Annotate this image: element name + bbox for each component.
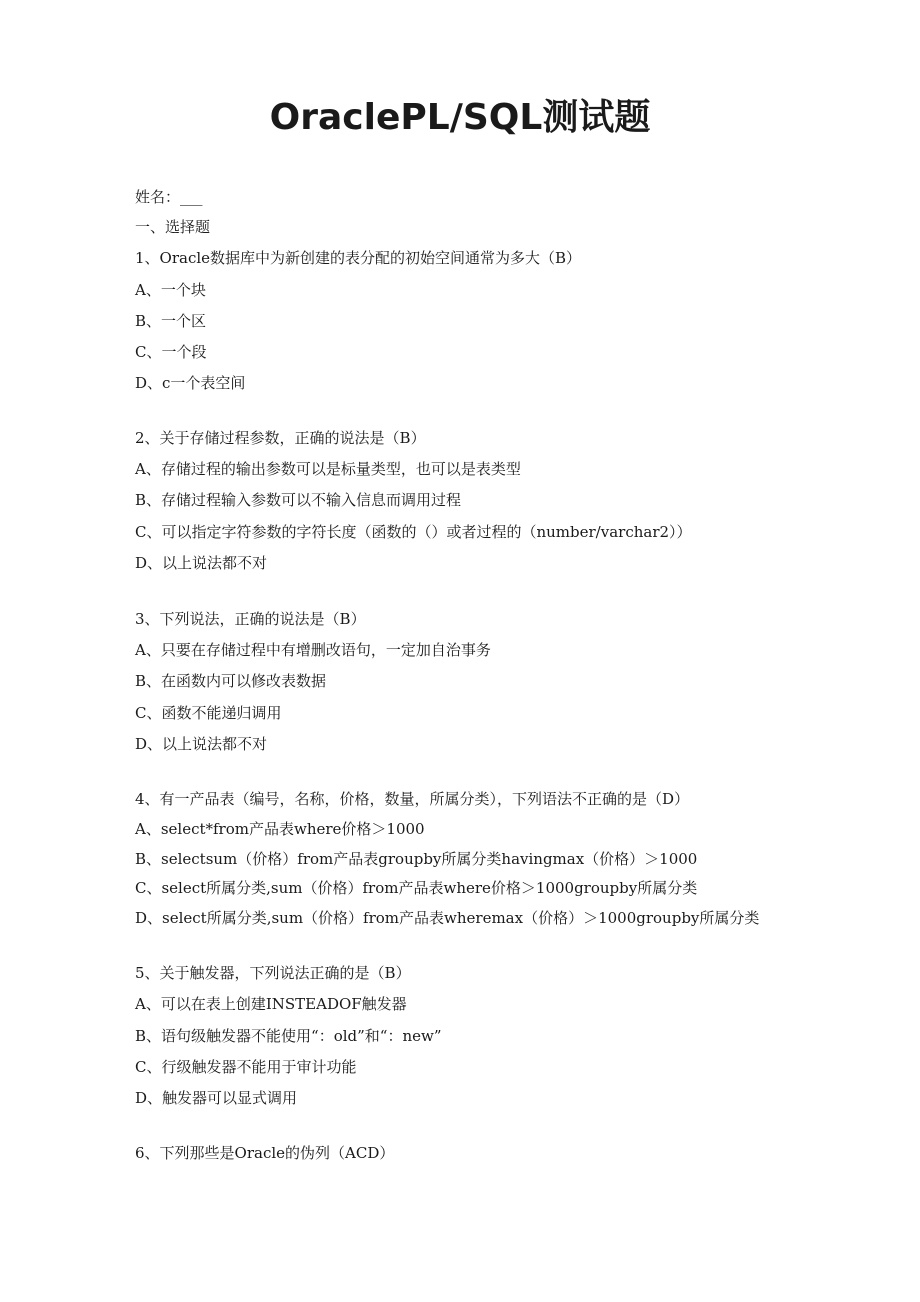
- question-6-stem: 6、下列那些是Oracle的伪列（ACD）: [135, 1144, 395, 1162]
- section-heading: 一、选择题: [135, 218, 211, 236]
- question-2-stem: 2、关于存储过程参数，正确的说法是（B）: [135, 429, 426, 447]
- question-5-option-c: C、行级触发器不能用于审计功能: [135, 1058, 357, 1076]
- question-4-option-b: B、selectsum（价格）from产品表groupby所属分类havingmax（价格）＞1000: [135, 850, 698, 868]
- question-2-option-c: C、可以指定字符参数的字符长度（函数的（）或者过程的（number/varchar2））: [135, 523, 692, 541]
- question-2-option-d: D、以上说法都不对: [135, 554, 268, 572]
- question-2-option-a: A、存储过程的输出参数可以是标量类型，也可以是表类型: [135, 460, 521, 478]
- question-1-option-c: C、一个段: [135, 343, 207, 361]
- question-3-option-c: C、函数不能递归调用: [135, 704, 282, 722]
- question-3-stem: 3、下列说法，正确的说法是（B）: [135, 610, 366, 628]
- question-4-option-d: D、select所属分类,sum（价格）from产品表wheremax（价格）＞1000groupby所属分类: [135, 909, 760, 927]
- question-1-option-d: D、c一个表空间: [135, 374, 246, 392]
- document-title: OraclePL/SQL测试题: [269, 97, 651, 138]
- question-4-option-c: C、select所属分类,sum（价格）from产品表where价格＞1000groupby所属分类: [135, 879, 698, 897]
- question-1-option-b: B、一个区: [135, 312, 207, 330]
- question-4-option-a: A、select*from产品表where价格＞1000: [135, 820, 425, 838]
- question-5-stem: 5、关于触发器，下列说法正确的是（B）: [135, 964, 411, 982]
- question-5-option-b: B、语句级触发器不能使用“：old”和“：new”: [135, 1027, 442, 1045]
- question-1-option-a: A、一个块: [135, 281, 206, 299]
- question-5-option-d: D、触发器可以显式调用: [135, 1089, 298, 1107]
- question-3-option-d: D、以上说法都不对: [135, 735, 268, 753]
- question-3-option-b: B、在函数内可以修改表数据: [135, 672, 327, 690]
- question-3-option-a: A、只要在存储过程中有增删改语句，一定加自治事务: [135, 641, 491, 659]
- question-1-stem: 1、Oracle数据库中为新创建的表分配的初始空间通常为多大（B）: [135, 249, 582, 267]
- name-field-label: 姓名：___: [135, 188, 203, 206]
- question-4-stem: 4、有一产品表（编号，名称，价格，数量，所属分类），下列语法不正确的是（D）: [135, 790, 690, 808]
- question-2-option-b: B、存储过程输入参数可以不输入信息而调用过程: [135, 491, 462, 509]
- question-5-option-a: A、可以在表上创建INSTEADOF触发器: [135, 995, 407, 1013]
